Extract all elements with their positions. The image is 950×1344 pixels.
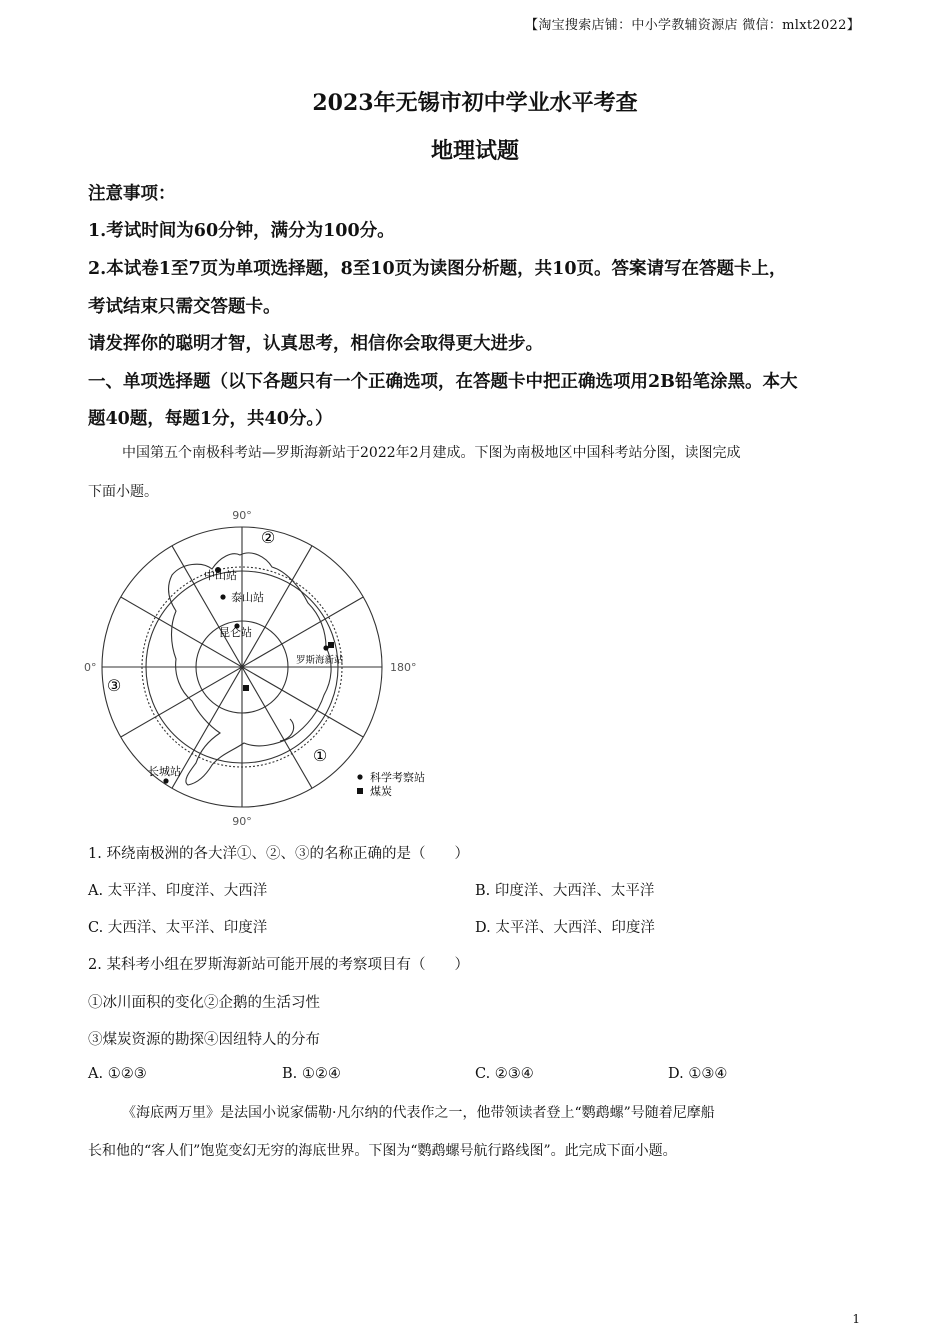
ocean-label-3: ③ [106,676,122,695]
antarctic-station-map [80,505,440,835]
q2-option-c: C. ②③④ [475,1066,534,1082]
page-number: 1 [852,1312,860,1326]
degree-label-left: 0° [84,661,97,674]
q1-option-a: A. 太平洋、印度洋、大西洋 [88,883,268,899]
degree-label-bottom: 90° [232,815,252,828]
intro-paragraph: 下面小题。 [88,484,158,500]
antarctica-coastline [169,553,332,785]
station-label-zhongshan: 中山站 [204,569,237,582]
notice-item: 1.考试时间为60分钟，满分为100分。 [88,221,395,241]
notice-heading: 注意事项： [88,184,176,204]
station-label-taishan: 泰山站 [231,591,264,604]
exam-subtitle: 地理试题 [430,138,519,164]
section-heading: 题40题，每题1分，共40分。） [88,409,333,429]
ocean-label-2: ② [260,528,276,547]
station-dot-ross-sea [323,645,328,650]
page-header: 【淘宝搜索店铺：中小学教辅资源店 微信：mlxt2022】 [525,18,860,33]
legend-coal-label: 煤炭 [370,785,392,798]
station-label-ross-sea: 罗斯海新站 [296,655,344,666]
q2-item-line: ③煤炭资源的勘探④因纽特人的分布 [88,1032,320,1048]
coal-marker [243,685,249,691]
legend-coal-icon [357,788,363,794]
encouragement: 请发挥你的聪明才智，认真思考，相信你会取得更大进步。 [88,334,543,354]
intro-paragraph: 长和他的“客人们”饱览变幻无穷的海底世界。下图为“鹦鹉螺号航行路线图”。此完成下面小题。 [88,1143,677,1159]
exam-title: 2023年无锡市初中学业水平考查 [312,90,638,116]
q1-option-d: D. 太平洋、大西洋、印度洋 [475,920,655,936]
intro-paragraph: 中国第五个南极科考站—罗斯海新站于2022年2月建成。下图为南极地区中国科考站分图，读图完成 [122,445,741,461]
q2-item-line: ①冰川面积的变化②企鹅的生活习性 [88,995,320,1011]
q1-option-b: B. 印度洋、大西洋、太平洋 [475,883,655,899]
station-label-great-wall: 长城站 [148,765,181,778]
q2-option-d: D. ①③④ [668,1066,728,1082]
degree-label-right: 180° [390,661,417,674]
notice-item: 2.本试卷1至7页为单项选择题，8至10页为读图分析题，共10页。答案请写在答题卡上， [88,259,787,279]
ocean-label-1: ① [312,746,328,765]
question-1-stem: 1. 环绕南极洲的各大洋①、②、③的名称正确的是（ ） [88,846,469,862]
question-2-stem: 2. 某科考小组在罗斯海新站可能开展的考察项目有（ ） [88,957,469,973]
q1-option-c: C. 大西洋、太平洋、印度洋 [88,920,268,936]
intro-paragraph: 《海底两万里》是法国小说家儒勒·凡尔纳的代表作之一，他带领读者登上“鹦鹉螺”号随着尼摩船 [122,1105,715,1121]
station-dot-taishan [220,594,225,599]
q2-option-a: A. ①②③ [88,1066,147,1082]
legend-station-icon [357,774,362,779]
degree-label-top: 90° [232,509,252,522]
legend-station-label: 科学考察站 [370,771,425,784]
section-heading: 一、单项选择题（以下各题只有一个正确选项，在答题卡中把正确选项用2B铅笔涂黑。本大 [88,372,798,392]
station-label-kunlun: 昆仑站 [219,626,252,639]
notice-item: 考试结束只需交答题卡。 [88,297,281,317]
station-dot-great-wall [163,778,168,783]
coal-marker [328,642,334,648]
q2-option-b: B. ①②④ [282,1066,341,1082]
meridian-lines [102,527,382,807]
